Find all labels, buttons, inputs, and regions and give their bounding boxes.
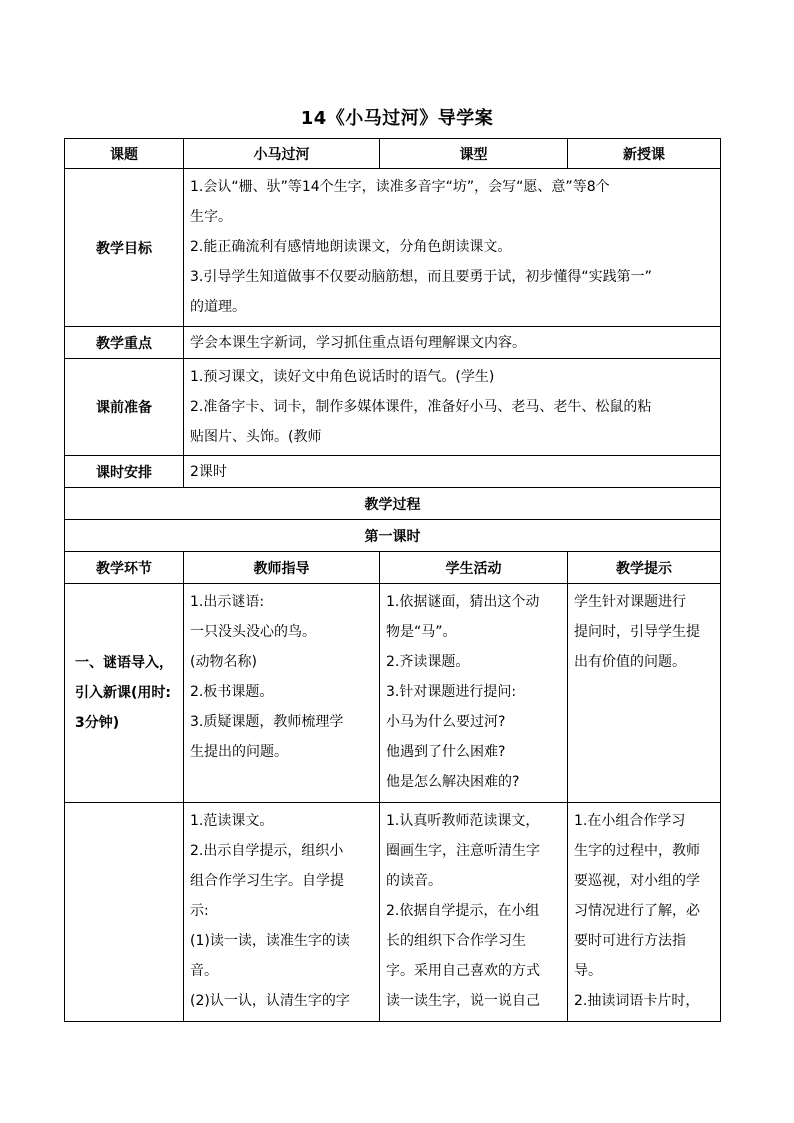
teacher-line: (动物名称) [190,654,257,670]
lesson-title: 第一课时 [65,520,721,552]
stage-line: 引入新课(用时: [75,685,171,701]
student-line: 的读音。 [386,873,442,889]
col-header-teacher: 教师指导 [184,552,380,584]
type-label: 课型 [380,139,568,169]
teacher-line: 2.板书课题。 [190,684,274,700]
goal-line: 生字。 [190,209,232,225]
process-row-2 [65,803,721,1022]
student-line: 读一读生字，说一说自己 [386,993,540,1009]
student-line: 物是“马”。 [386,624,457,640]
student-line: 他是怎么解决困难的? [386,774,520,790]
student-line: 2.依据自学提示，在小组 [386,903,540,919]
goal-line: 2.能正确流利有感情地朗读课文，分角色朗读课文。 [190,239,512,255]
teacher-line: 示: [190,903,209,919]
tips-line: 1.在小组合作学习 [574,813,686,829]
student-line: 1.认真听教师范读课文， [386,813,540,829]
teacher-line: (1)读一读，读准生字的读 [190,933,350,949]
teacher-line: 音。 [190,963,218,979]
student-line: 3.针对课题进行提问: [386,684,517,700]
teacher-line: 3.质疑课题，教师梳理学 [190,714,344,730]
student-line: 1.依据谜面，猜出这个动 [386,594,540,610]
preparation-line: 2.准备字卡、词卡，制作多媒体课件，准备好小马、老马、老牛、松鼠的粘 [190,399,652,415]
student-line: 字。采用自己喜欢的方式 [386,963,540,979]
lesson-plan-table [64,138,721,1022]
col-header-tips: 教学提示 [568,552,721,584]
schedule-label: 课时安排 [65,456,184,488]
goals-row [65,169,721,327]
preparation-label: 课前准备 [65,359,184,456]
lesson-title-row [65,520,721,552]
preparation-row [65,359,721,456]
teacher-line: (2)认一认，认清生字的字 [190,993,350,1009]
goals-content [184,169,721,327]
tips-line: 2.抽读词语卡片时， [574,993,700,1009]
process-row-1 [65,584,721,803]
type-value: 新授课 [568,139,721,169]
teacher-line: 1.出示谜语: [190,594,265,610]
goals-label: 教学目标 [65,169,184,327]
student-line: 他遇到了什么困难? [386,744,506,760]
key-points-row [65,327,721,359]
teacher-cell [184,803,380,1022]
student-cell [380,803,568,1022]
tips-cell [568,803,721,1022]
schedule-row [65,456,721,488]
teacher-line: 1.范读课文。 [190,813,274,829]
tips-line: 提问时，引导学生提 [574,624,700,640]
process-title-row [65,488,721,520]
key-points-label: 教学重点 [65,327,184,359]
preparation-line: 1.预习课文，读好文中角色说话时的语气。(学生) [190,369,495,385]
goal-line: 的道理。 [190,299,246,315]
tips-line: 要巡视，对小组的学 [574,873,700,889]
column-header-row [65,552,721,584]
student-line: 长的组织下合作学习生 [386,933,526,949]
stage-line: 3分钟) [75,715,120,731]
goal-line: 1.会认“栅、驮”等14个生字，读准多音字“坊”，会写“愿、意”等8个 [190,179,610,195]
teacher-cell [184,584,380,803]
key-points-content: 学会本课生字新词，学习抓住重点语句理解课文内容。 [184,327,721,359]
student-cell [380,584,568,803]
topic-label: 课题 [65,139,184,169]
teacher-line: 一只没头没心的鸟。 [190,624,316,640]
stage-line: 一、谜语导入， [75,655,173,671]
student-line: 圈画生字，注意听清生字 [386,843,540,859]
stage-cell [65,803,184,1022]
info-row [65,139,721,169]
process-title: 教学过程 [65,488,721,520]
preparation-content [184,359,721,456]
col-header-student: 学生活动 [380,552,568,584]
teacher-line: 生提出的问题。 [190,744,288,760]
page-title: 14《小马过河》导学案 [300,108,494,129]
tips-line: 学生针对课题进行 [574,594,686,610]
schedule-value: 2课时 [184,456,721,488]
col-header-stage: 教学环节 [65,552,184,584]
tips-line: 出有价值的问题。 [574,654,686,670]
tips-line: 生字的过程中，教师 [574,843,700,859]
tips-cell [568,584,721,803]
teacher-line: 2.出示自学提示，组织小 [190,843,344,859]
student-line: 2.齐读课题。 [386,654,470,670]
tips-line: 要时可进行方法指 [574,933,686,949]
stage-cell [65,584,184,803]
tips-line: 导。 [574,963,602,979]
student-line: 小马为什么要过河? [386,714,506,730]
topic-value: 小马过河 [184,139,380,169]
goal-line: 3.引导学生知道做事不仅要动脑筋想，而且要勇于试，初步懂得“实践第一” [190,269,652,285]
tips-line: 习情况进行了解，必 [574,903,700,919]
preparation-line: 贴图片、头饰。(教师 [190,429,322,445]
teacher-line: 组合作学习生字。自学提 [190,873,344,889]
